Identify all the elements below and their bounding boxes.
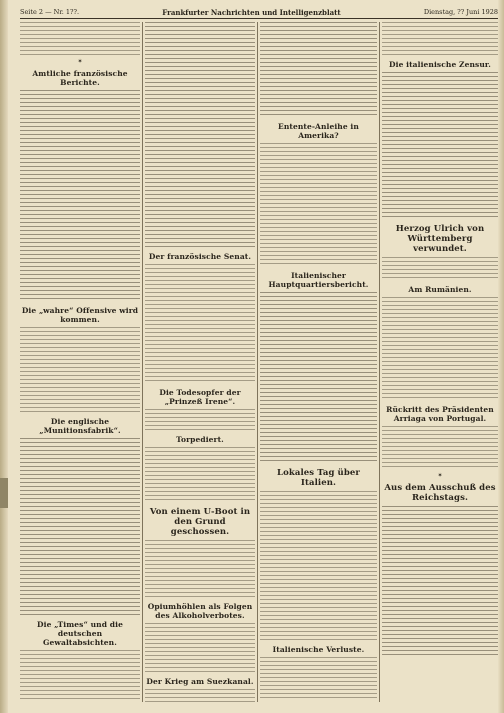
page-number: Seite 2 — Nr. 1??. bbox=[20, 8, 80, 16]
column-2 bbox=[145, 22, 255, 702]
body-text bbox=[382, 22, 498, 56]
body-text bbox=[382, 426, 498, 470]
article-headline: Der französische Senat. bbox=[148, 252, 252, 261]
article-headline: Aus dem Ausschuß des Reichstags. bbox=[384, 483, 496, 503]
separator-star: ✶ bbox=[437, 472, 443, 479]
article-headline: Entente-Anleihe in Amerika? bbox=[278, 122, 359, 140]
body-text bbox=[145, 22, 255, 248]
body-text bbox=[20, 650, 140, 702]
body-text bbox=[20, 90, 140, 302]
article-headline: Die italienische Zensur. bbox=[389, 60, 491, 69]
column-divider bbox=[257, 22, 258, 702]
body-text bbox=[260, 657, 377, 701]
newspaper-title: Frankfurter Nachrichten und Intelligenzblatt bbox=[162, 7, 341, 17]
article-headline: Torpediert. bbox=[176, 435, 224, 444]
article-headline: Opiumhöhlen als Folgen des Alkoholverbotes. bbox=[147, 602, 253, 620]
column-divider bbox=[142, 22, 143, 702]
body-text bbox=[20, 327, 140, 413]
body-text bbox=[20, 438, 140, 616]
article-headline: Italienischer Hauptquartiersbericht. bbox=[268, 271, 369, 289]
article-headline: Von einem U-Boot in den Grund geschossen. bbox=[149, 507, 251, 537]
body-text bbox=[382, 297, 498, 401]
issue-date: Dienstag, ?? Juni 1928 bbox=[423, 8, 498, 16]
page-header bbox=[20, 6, 498, 18]
article-headline: Herzog Ulrich von Württemberg verwundet. bbox=[395, 224, 485, 254]
page-edge-left bbox=[0, 0, 8, 713]
column-1 bbox=[20, 22, 140, 702]
article-headline: Am Rumänien. bbox=[408, 285, 472, 294]
body-text bbox=[145, 447, 255, 503]
article-headline: Italienische Verluste. bbox=[272, 645, 365, 654]
body-text bbox=[260, 491, 377, 641]
body-text bbox=[382, 257, 498, 281]
article-headline: Die „Times“ und die deutschen Gewaltabsichten. bbox=[37, 620, 123, 647]
body-text bbox=[260, 22, 377, 118]
binding-mark bbox=[0, 478, 8, 508]
article-headline: Der Krieg am Suezkanal. bbox=[146, 677, 254, 686]
page-edge-right bbox=[498, 0, 504, 713]
article-headline: Lokales Tag über Italien. bbox=[277, 468, 360, 488]
body-text bbox=[260, 292, 377, 464]
body-text bbox=[20, 22, 140, 56]
body-text bbox=[145, 540, 255, 598]
body-text bbox=[382, 506, 498, 656]
body-text bbox=[145, 623, 255, 673]
column-4 bbox=[382, 22, 498, 702]
article-headline: Die Todesopfer der „Prinzeß Irene“. bbox=[159, 388, 241, 406]
body-text bbox=[260, 143, 377, 267]
column-divider bbox=[379, 22, 380, 702]
header-rule bbox=[20, 18, 498, 19]
body-text bbox=[145, 409, 255, 431]
article-headline: Die „wahre“ Offensive wird kommen. bbox=[21, 306, 139, 324]
separator-star: ✶ bbox=[77, 58, 83, 65]
body-text bbox=[145, 264, 255, 384]
body-text bbox=[145, 689, 255, 702]
column-3 bbox=[260, 22, 377, 702]
body-text bbox=[382, 72, 498, 220]
article-headline: Die englische „Munitionsfabrik“. bbox=[39, 417, 121, 435]
article-headline: Rückritt des Präsidenten Arriaga von Portugal. bbox=[386, 405, 494, 423]
article-headline: Amtliche französische Berichte. bbox=[32, 69, 128, 87]
